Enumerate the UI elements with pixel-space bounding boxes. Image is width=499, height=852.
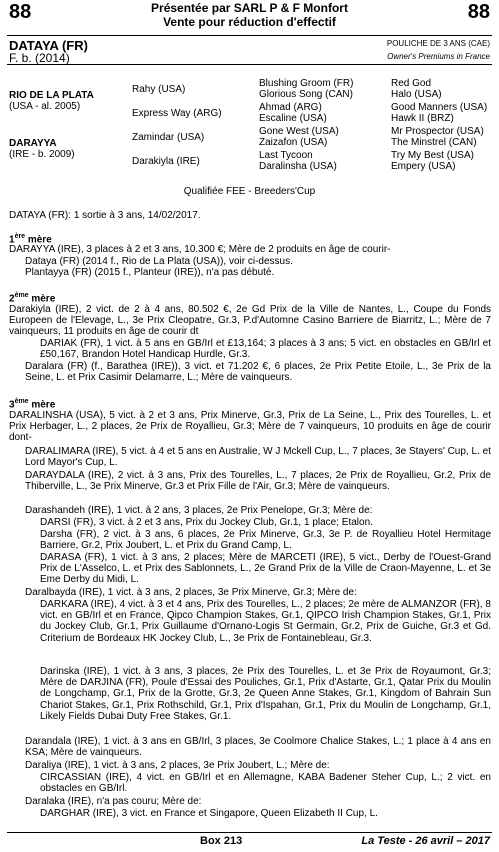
- first-dam-entry: DARAYYA (IRE), 3 places à 2 et 3 ans, 10.300 €; Mère de 2 produits en âge de courir-: [9, 244, 391, 255]
- second-dam-entry: Darakiyla (IRE), 2 vict. de 2 à 4 ans, 80.502 €, 2e Gd Prix de la Ville de Nantes, L., Coupe du Fonds Europeen de l'Elevage, L., 3e Prix Cleopatre, Gr.3, P.d'Automne Casino Barriere de Biarritz, L.; Mère de 7 vainqueurs, 11 produits en âge de courir dt: [9, 304, 491, 338]
- pedigree-gen2: Glorious Song (CAN): [259, 89, 353, 100]
- lot-number-left: 88: [9, 1, 32, 23]
- header-rule: [7, 35, 492, 36]
- pedigree-gen3: Good Manners (USA): [391, 102, 488, 113]
- pedigree-gen2: Daralinsha (USA): [259, 161, 337, 172]
- third-dam-entry: DARALINSHA (USA), 5 vict. à 2 et 3 ans, Prix Minerve, Gr.3, Prix de La Seine, L., Prix des Tourelles, L. et Prix Herbager, L., 2 places, 2e Prix de Royallieu, Gr.3; Mère de 7 vainqueurs, 10 produits en âge de courir dont-: [9, 410, 491, 444]
- dam-name: DARAYYA: [9, 138, 57, 149]
- pedigree-gen2: Zaizafon (USA): [259, 137, 328, 148]
- pedigree-gen1: Darakiyla (IRE): [132, 156, 200, 167]
- footer-rule: [7, 832, 492, 833]
- pedigree-gen2: Gone West (USA): [259, 126, 339, 137]
- pedigree-gen3: The Minstrel (CAN): [391, 137, 477, 148]
- produce-entry: DARGHAR (IRE), 3 vict. en France et Singapore, Queen Elizabeth II Cup, L.: [40, 808, 378, 819]
- qualification-line: Qualifiée FEE - Breeders'Cup: [183, 186, 316, 197]
- produce-entry: DARALIMARA (IRE), 5 vict. à 4 et 5 ans en Australie, W J Mckell Cup, L., 7 places, 3e Stayers' Cup, L. et Lord Mayor's Cup, L.: [25, 446, 491, 469]
- pedigree-gen2: Blushing Groom (FR): [259, 78, 354, 89]
- pedigree-gen2: Last Tycoon: [259, 150, 313, 161]
- produce-entry: Darinska (IRE), 1 vict. à 3 ans, 3 places, 2e Prix des Tourelles, L. et 3e Prix de Royaumont, Gr.3; Mère de DARJINA (FR), Poule d'Essai des Pouliches, Gr.1, Prix d'Astarte, Gr.1, Qatar Prix du Moulin de Longchamp, Gr.1, Prix de la Grotte, Gr.3, 2e Queen Anne Stakes, Gr.1, Kingdom of Bahrain Sun Chariot Stakes, Gr.1, Prix Rothschild, Gr.1, Prix d'Ispahan, Gr.1, Prix du Moulin de Longchamp, Gr.1, Likely Fields Dubai Duty Free Stakes, Gr.1.: [40, 666, 491, 722]
- box-number: Box 213: [200, 835, 243, 847]
- pedigree-gen1: Rahy (USA): [132, 84, 186, 95]
- produce-entry: Darandala (IRE), 1 vict. à 3 ans en GB/Irl, 3 places, 3e Coolmore Chalice Stakes, L.; 1 place à 4 ans en KSA; Mère de vainqueurs.: [25, 736, 491, 759]
- produce-entry: Darashandeh (IRE), 1 vict. à 2 ans, 3 places, 2e Prix Penelope, Gr.3; Mère de:: [25, 505, 373, 516]
- sale-reason-line: Vente pour réduction d'effectif: [163, 15, 336, 29]
- produce-entry: Dataya (FR) (2014 f., Rio de La Plata (USA)), voir ci-dessus.: [25, 256, 293, 267]
- produce-entry: Plantayya (FR) (2015 f., Planteur (IRE)), n'a pas débuté.: [25, 267, 275, 278]
- sale-place-date: La Teste - 26 avril – 2017: [361, 835, 490, 847]
- dam-detail: (IRE - b. 2009): [9, 149, 75, 160]
- produce-entry: CIRCASSIAN (IRE), 4 vict. en GB/Irl et en Allemagne, KABA Badener Steher Cup, L.; 2 vict. en obstacles en GB/Irl.: [40, 772, 491, 795]
- pedigree-gen1: Express Way (ARG): [132, 108, 222, 119]
- section-heading-2nd-dam: 2ème mère: [9, 292, 56, 305]
- pedigree-gen3: Hawk II (BRZ): [391, 113, 454, 124]
- produce-entry: DARIAK (FR), 1 vict. à 5 ans en GB/Irl et £13,164; 3 places à 3 ans; 5 vict. en obstacles en GB/Irl et £50,167, Brandon Hotel Handicap Hurdle, Gr.3.: [40, 338, 491, 361]
- produce-entry: Daralaka (IRE), n'a pas couru; Mère de:: [25, 796, 202, 807]
- pedigree-gen3: Mr Prospector (USA): [391, 126, 484, 137]
- pedigree-gen3: Red God: [391, 78, 432, 89]
- horse-description: F. b. (2014): [9, 51, 70, 65]
- pedigree-gen3: Halo (USA): [391, 89, 442, 100]
- produce-entry: DARASA (FR), 1 vict. à 3 ans, 2 places; Mère de MARCETI (IRE), 5 vict., Derby de l'Ouest-Grand Prix de L'Asselco, L. et Prix des Sablonnets, L., 2e Grand Prix de la Ville de Craon-Mayenne, L. et 3e Eme Derby du Midi, L.: [40, 552, 491, 586]
- section-heading-3rd-dam: 3ème mère: [9, 398, 56, 411]
- section-heading-1st-dam: 1ère mère: [9, 233, 52, 246]
- sire-name: RIO DE LA PLATA: [9, 90, 94, 101]
- produce-entry: DARAYDALA (IRE), 2 vict. à 3 ans, Prix des Tourelles, L., 7 places, 2e Prix de Royallieu, Gr.2, Prix de Thiberville, L., 3e Prix Minerve, Gr.3 et Prix Fille de l'Air, Gr.3; Mère de vainqueurs.: [25, 470, 491, 493]
- produce-entry: Daraliya (IRE), 1 vict. à 3 ans, 2 places, 3e Prix Joubert, L.; Mère de:: [25, 760, 330, 771]
- pedigree-gen2: Escaline (USA): [259, 113, 327, 124]
- pedigree-gen1: Zamindar (USA): [132, 132, 205, 143]
- pedigree-gen3: Try My Best (USA): [391, 150, 474, 161]
- catalogue-header: [0, 0, 499, 34]
- produce-entry: Daralara (FR) (f., Barathea (IRE)), 3 vict. et 71.202 €, 6 places, 2e Prix Petite Etoile, L., 3e Prix de la Seine, L. et Prix Casimir Delamarre, L.; Mère de vainqueurs.: [25, 361, 491, 384]
- race-record-intro: DATAYA (FR): 1 sortie à 3 ans, 14/02/2017.: [9, 210, 201, 221]
- pedigree-top-rule: [7, 64, 492, 65]
- produce-entry: Darsha (FR), 2 vict. à 3 ans, 6 places, 2e Prix Minerve, Gr.3, 3e P. de Royallieu Hotel Hermitage Barriere, Gr.2, Prix Joubert, L. et Prix du Grand Camp, L.: [40, 529, 491, 552]
- produce-entry: DARKARA (IRE), 4 vict. à 3 et 4 ans, Prix des Tourelles, L., 2 places; 2e mère de ALMANZOR (FR), 8 vict. en GB/Irl et en France, Qipco Champion Stakes, Gr.1, QIPCO Irish Champion Stakes, Gr.1, Prix du Jockey Club, Gr.1, Prix Guillaume d'Ornano-Logis St Germain, Gr.2, Prix de Guiche, Gr.3 et Gd. Criterium de Bordeaux HK Jockey Club, L., 3e Prix de Fontainebleau, Gr.3.: [40, 599, 491, 644]
- pedigree-gen3: Empery (USA): [391, 161, 456, 172]
- consignor-line: Présentée par SARL P & F Monfort: [151, 1, 348, 15]
- pedigree-gen2: Ahmad (ARG): [259, 102, 322, 113]
- horse-name: DATAYA (FR): [9, 38, 88, 53]
- lot-number-right: 88: [467, 1, 490, 23]
- owner-premiums: Owner's Premiums in France: [387, 52, 490, 61]
- horse-sex-age: POULICHE DE 3 ANS (CAE): [386, 39, 490, 48]
- produce-entry: Daralbayda (IRE), 1 vict. à 3 ans, 2 places, 3e Prix Minerve, Gr.3; Mère de:: [25, 587, 357, 598]
- sire-detail: (USA - al. 2005): [9, 101, 81, 112]
- produce-entry: DARSI (FR), 3 vict. à 2 et 3 ans, Prix du Jockey Club, Gr.1, 1 place; Etalon.: [40, 517, 373, 528]
